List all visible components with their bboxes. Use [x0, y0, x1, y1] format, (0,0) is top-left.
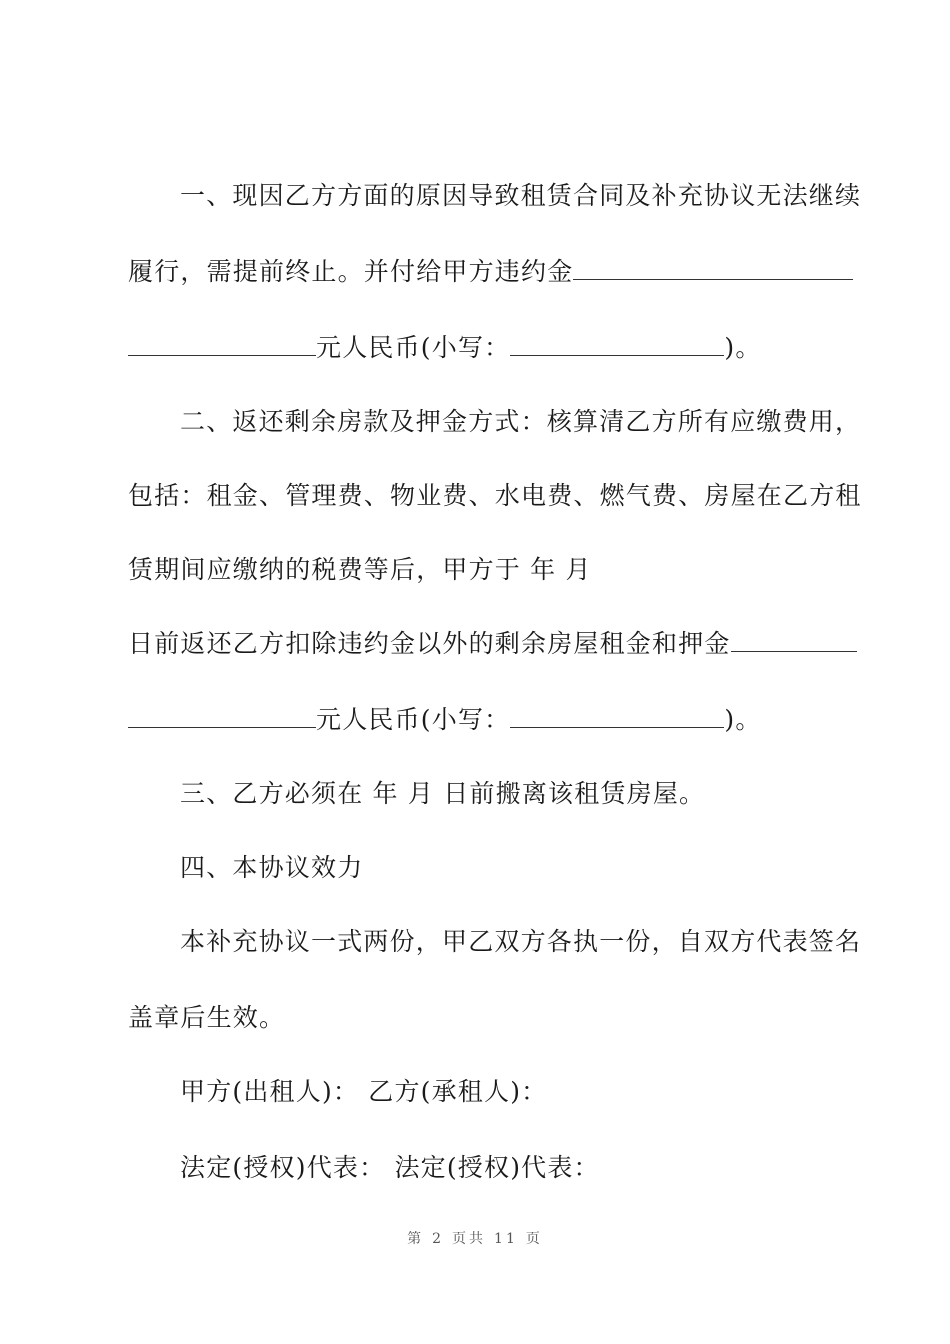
footer-current-page: 2 — [432, 1231, 445, 1247]
clause-1-close: )。 — [724, 333, 762, 362]
clause-2-line-2: 包括：租金、管理费、物业费、水电费、燃气费、房屋在乙方租 — [128, 481, 862, 510]
refund-amount-small-blank — [510, 703, 724, 728]
footer-suffix: 页 — [525, 1231, 543, 1247]
signature-parties: 甲方(出租人)： 乙方(承租人)： — [180, 1077, 548, 1106]
clause-2-line-4 — [128, 626, 842, 662]
clause-4-line-2: 盖章后生效。 — [128, 1003, 286, 1032]
page-footer — [0, 1228, 950, 1248]
clause-4-title: 四、本协议效力 — [180, 853, 364, 882]
clause-2-line-4-text: 日前返还乙方扣除违约金以外的剩余房屋租金和押金 — [128, 629, 731, 658]
refund-amount-blank-cont — [128, 703, 316, 728]
clause-2-line-3: 赁期间应缴纳的税费等后，甲方于 年 月 — [128, 555, 592, 584]
clause-1-line-1: 一、现因乙方方面的原因导致租赁合同及补充协议无法继续 — [180, 181, 862, 210]
clause-1-line-2-text: 履行，需提前终止。并付给甲方违约金 — [128, 257, 574, 286]
clause-1-line-3 — [128, 330, 842, 366]
footer-prefix: 第 — [407, 1231, 425, 1247]
clause-2-line-5 — [128, 702, 842, 738]
signature-representatives: 法定(授权)代表： 法定(授权)代表： — [180, 1153, 600, 1182]
footer-total-pages: 11 — [494, 1231, 518, 1247]
penalty-amount-blank-cont — [128, 331, 316, 356]
footer-middle: 页共 — [452, 1231, 487, 1247]
refund-amount-blank — [731, 627, 857, 652]
clause-1-line-2 — [128, 254, 842, 290]
penalty-amount-blank — [573, 255, 853, 280]
clause-3: 三、乙方必须在 年 月 日前搬离该租赁房屋。 — [180, 779, 706, 808]
clause-1-currency-label: 元人民币(小写： — [316, 333, 511, 362]
penalty-amount-small-blank — [510, 331, 724, 356]
clause-2-close: )。 — [724, 705, 762, 734]
clause-2-currency-label: 元人民币(小写： — [316, 705, 511, 734]
clause-2-line-1: 二、返还剩余房款及押金方式：核算清乙方所有应缴费用， — [180, 407, 862, 436]
clause-4-line-1: 本补充协议一式两份，甲乙双方各执一份，自双方代表签名 — [180, 927, 862, 956]
